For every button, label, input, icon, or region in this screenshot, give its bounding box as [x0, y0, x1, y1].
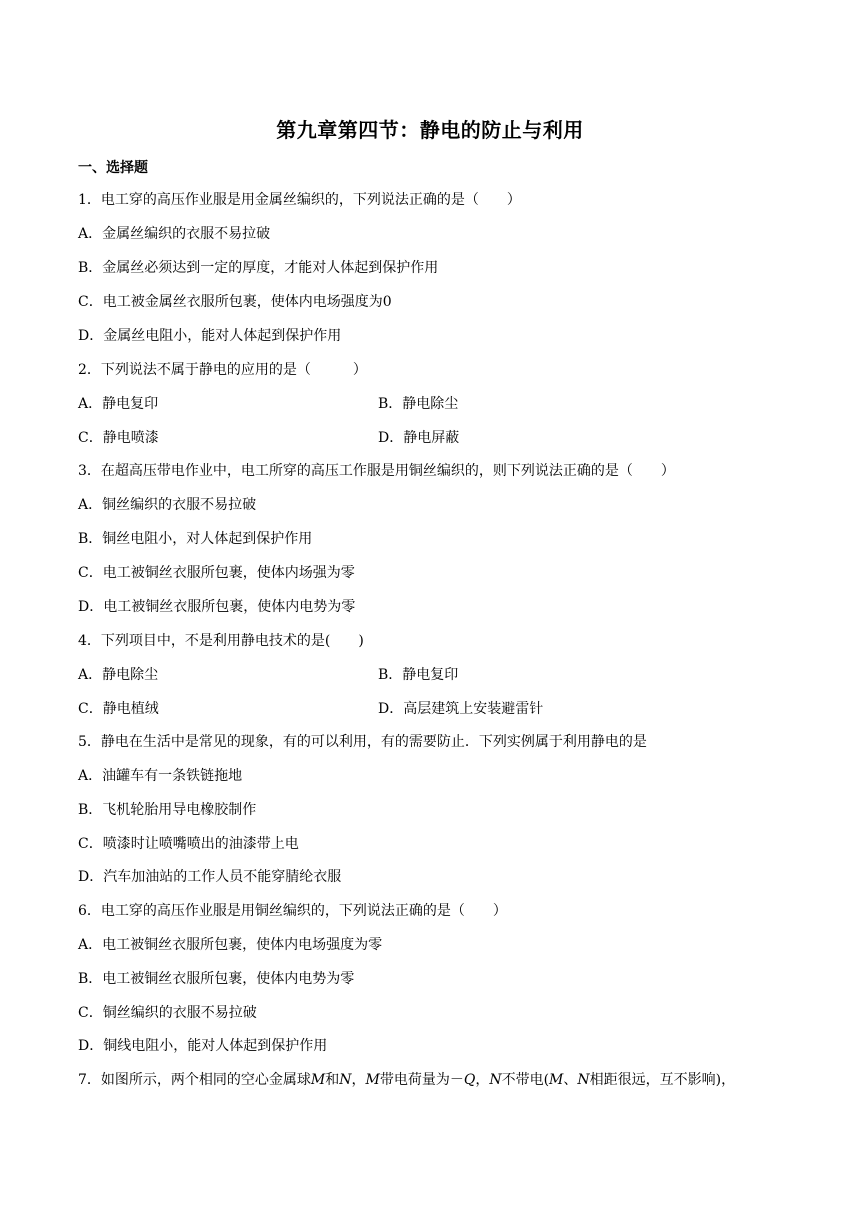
question-3-stem: 3．在超高压带电作业中，电工所穿的高压工作服是用铜丝编织的，则下列说法正确的是（ ）: [78, 463, 675, 479]
q7-var-n2: N: [489, 1072, 502, 1088]
question-1-stem: 1．电工穿的高压作业服是用金属丝编织的，下列说法正确的是（ ）: [78, 192, 521, 208]
q7-var-m2: M: [365, 1072, 380, 1088]
question-2-option-c: C．静电喷漆: [78, 430, 159, 446]
q7-var-m3: M: [549, 1072, 564, 1088]
question-2-option-a: A．静电复印: [78, 396, 159, 412]
q7-var-m: M: [310, 1072, 326, 1088]
question-2-option-b: B．静电除尘: [378, 396, 459, 412]
question-2-option-d: D．静电屏蔽: [378, 430, 460, 446]
question-1-option-b: B．金属丝必须达到一定的厚度，才能对人体起到保护作用: [78, 260, 439, 276]
question-1-option-d: D．金属丝电阻小，能对人体起到保护作用: [78, 328, 342, 344]
question-3-option-a: A．铜丝编织的衣服不易拉破: [78, 497, 257, 513]
question-5-option-d: D．汽车加油站的工作人员不能穿腈纶衣服: [78, 869, 342, 885]
question-4-option-b: B．静电复印: [378, 667, 459, 683]
question-6-option-d: D．铜线电阻小，能对人体起到保护作用: [78, 1038, 328, 1054]
q7-var-n: N: [339, 1072, 352, 1088]
q7-text-3: ，: [351, 1072, 366, 1088]
question-5-option-b: B．飞机轮胎用导电橡胶制作: [78, 802, 257, 818]
q7-text-4: 带电荷量为－: [379, 1072, 464, 1088]
q7-text-6: 不带电(: [501, 1072, 550, 1088]
question-4-stem: 4．下列项目中，不是利用静电技术的是( ): [78, 633, 364, 649]
question-6-option-c: C．铜丝编织的衣服不易拉破: [78, 1005, 257, 1021]
question-5-stem: 5．静电在生活中是常见的现象，有的可以利用，有的需要防止．下列实例属于利用静电的是: [78, 734, 647, 750]
question-2-stem: 2．下列说法不属于静电的应用的是（ ）: [78, 362, 367, 378]
q7-text-2: 和: [325, 1072, 340, 1088]
q7-var-n3: N: [577, 1072, 590, 1088]
page-title: 第九章第四节：静电的防止与利用: [276, 118, 584, 142]
question-7-stem: [78, 1071, 735, 1089]
q7-text-8: 相距很远，互不影响)，: [589, 1072, 736, 1088]
section-heading: 一、选择题: [78, 160, 148, 176]
question-6-stem: 6．电工穿的高压作业服是用铜丝编织的，下列说法正确的是（ ）: [78, 903, 507, 919]
question-1-option-c: C．电工被金属丝衣服所包裹，使体内电场强度为0: [78, 294, 392, 310]
question-3-option-d: D．电工被铜丝衣服所包裹，使体内电势为零: [78, 599, 356, 615]
question-5-option-a: A．油罐车有一条铁链拖地: [78, 768, 243, 784]
question-6-option-a: A．电工被铜丝衣服所包裹，使体内电场强度为零: [78, 937, 383, 953]
question-6-option-b: B．电工被铜丝衣服所包裹，使体内电势为零: [78, 971, 355, 987]
question-4-option-a: A．静电除尘: [78, 667, 159, 683]
q7-text-1: 7．如图所示，两个相同的空心金属球: [78, 1072, 311, 1088]
q7-text-5: ，: [475, 1072, 490, 1088]
question-5-option-c: C．喷漆时让喷嘴喷出的油漆带上电: [78, 836, 299, 852]
q7-var-q: Q: [463, 1072, 476, 1088]
question-3-option-c: C．电工被铜丝衣服所包裹，使体内场强为零: [78, 565, 355, 581]
question-1-option-a: A．金属丝编织的衣服不易拉破: [78, 226, 271, 242]
question-4-option-d: D．高层建筑上安装避雷针: [378, 701, 544, 717]
question-3-option-b: B．铜丝电阻小，对人体起到保护作用: [78, 531, 313, 547]
question-4-option-c: C．静电植绒: [78, 701, 159, 717]
q7-text-7: 、: [563, 1072, 578, 1088]
